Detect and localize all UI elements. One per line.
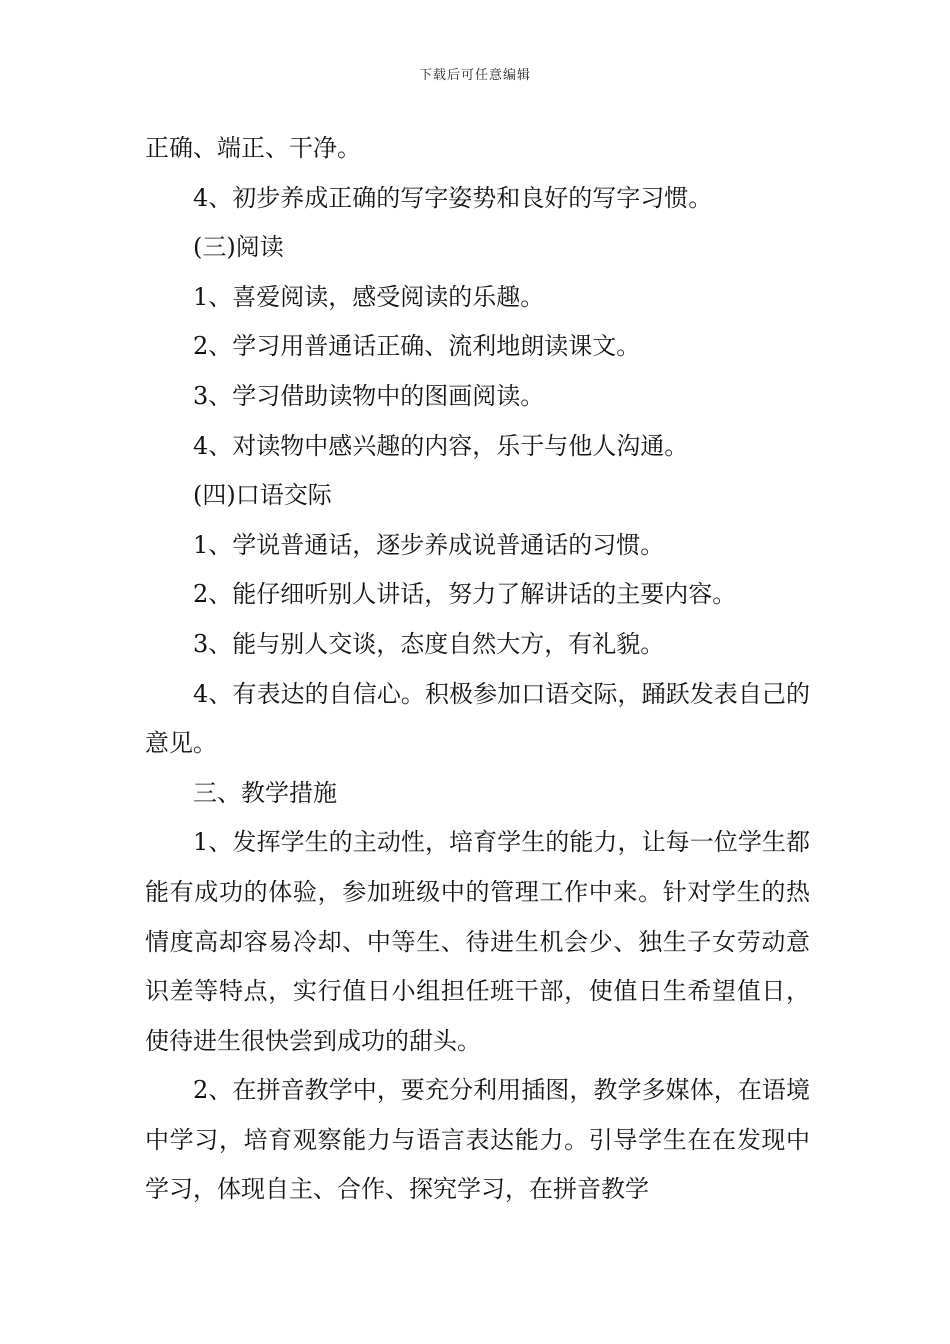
document-body (145, 124, 810, 1215)
paragraph: 4、初步养成正确的写字姿势和良好的写字习惯。 (193, 183, 713, 212)
paragraph: 4、有表达的自信心。积极参加口语交际，踊跃发表自己的意见。 (145, 679, 810, 758)
paragraph: 2、学习用普通话正确、流利地朗读课文。 (193, 332, 641, 361)
paragraph: 3、学习借助读物中的图画阅读。 (193, 381, 545, 410)
paragraph: 4、对读物中感兴趣的内容，乐于与他人沟通。 (193, 431, 689, 460)
paragraph: 正确、端正、干净。 (145, 134, 361, 162)
paragraph: 2、在拼音教学中，要充分利用插图，教学多媒体，在语境中学习，培育观察能力与语言表达能力。引导学生在在发现中学习，体现自主、合作、探究学习，在拼音教学 (145, 1076, 810, 1204)
section-heading: (四)口语交际 (193, 481, 332, 510)
paragraph: 2、能仔细听别人讲话，努力了解讲话的主要内容。 (193, 580, 737, 609)
section-heading: (三)阅读 (193, 233, 284, 262)
paragraph: 3、能与别人交谈，态度自然大方，有礼貌。 (193, 629, 665, 658)
paragraph: 1、喜爱阅读，感受阅读的乐趣。 (193, 282, 545, 311)
paragraph: 1、学说普通话，逐步养成说普通话的习惯。 (193, 530, 665, 559)
paragraph: 1、发挥学生的主动性，培育学生的能力，让每一位学生都能有成功的体验，参加班级中的管理工作中来。针对学生的热情度高却容易冷却、中等生、待进生机会少、独生子女劳动意识差等特点，实行值日小组担任班干部，使值日生希望值日，使待进生很快尝到成功的甜头。 (145, 828, 810, 1055)
page-header: 下载后可任意编辑 (418, 68, 531, 83)
section-heading: 三、教学措施 (193, 778, 337, 807)
